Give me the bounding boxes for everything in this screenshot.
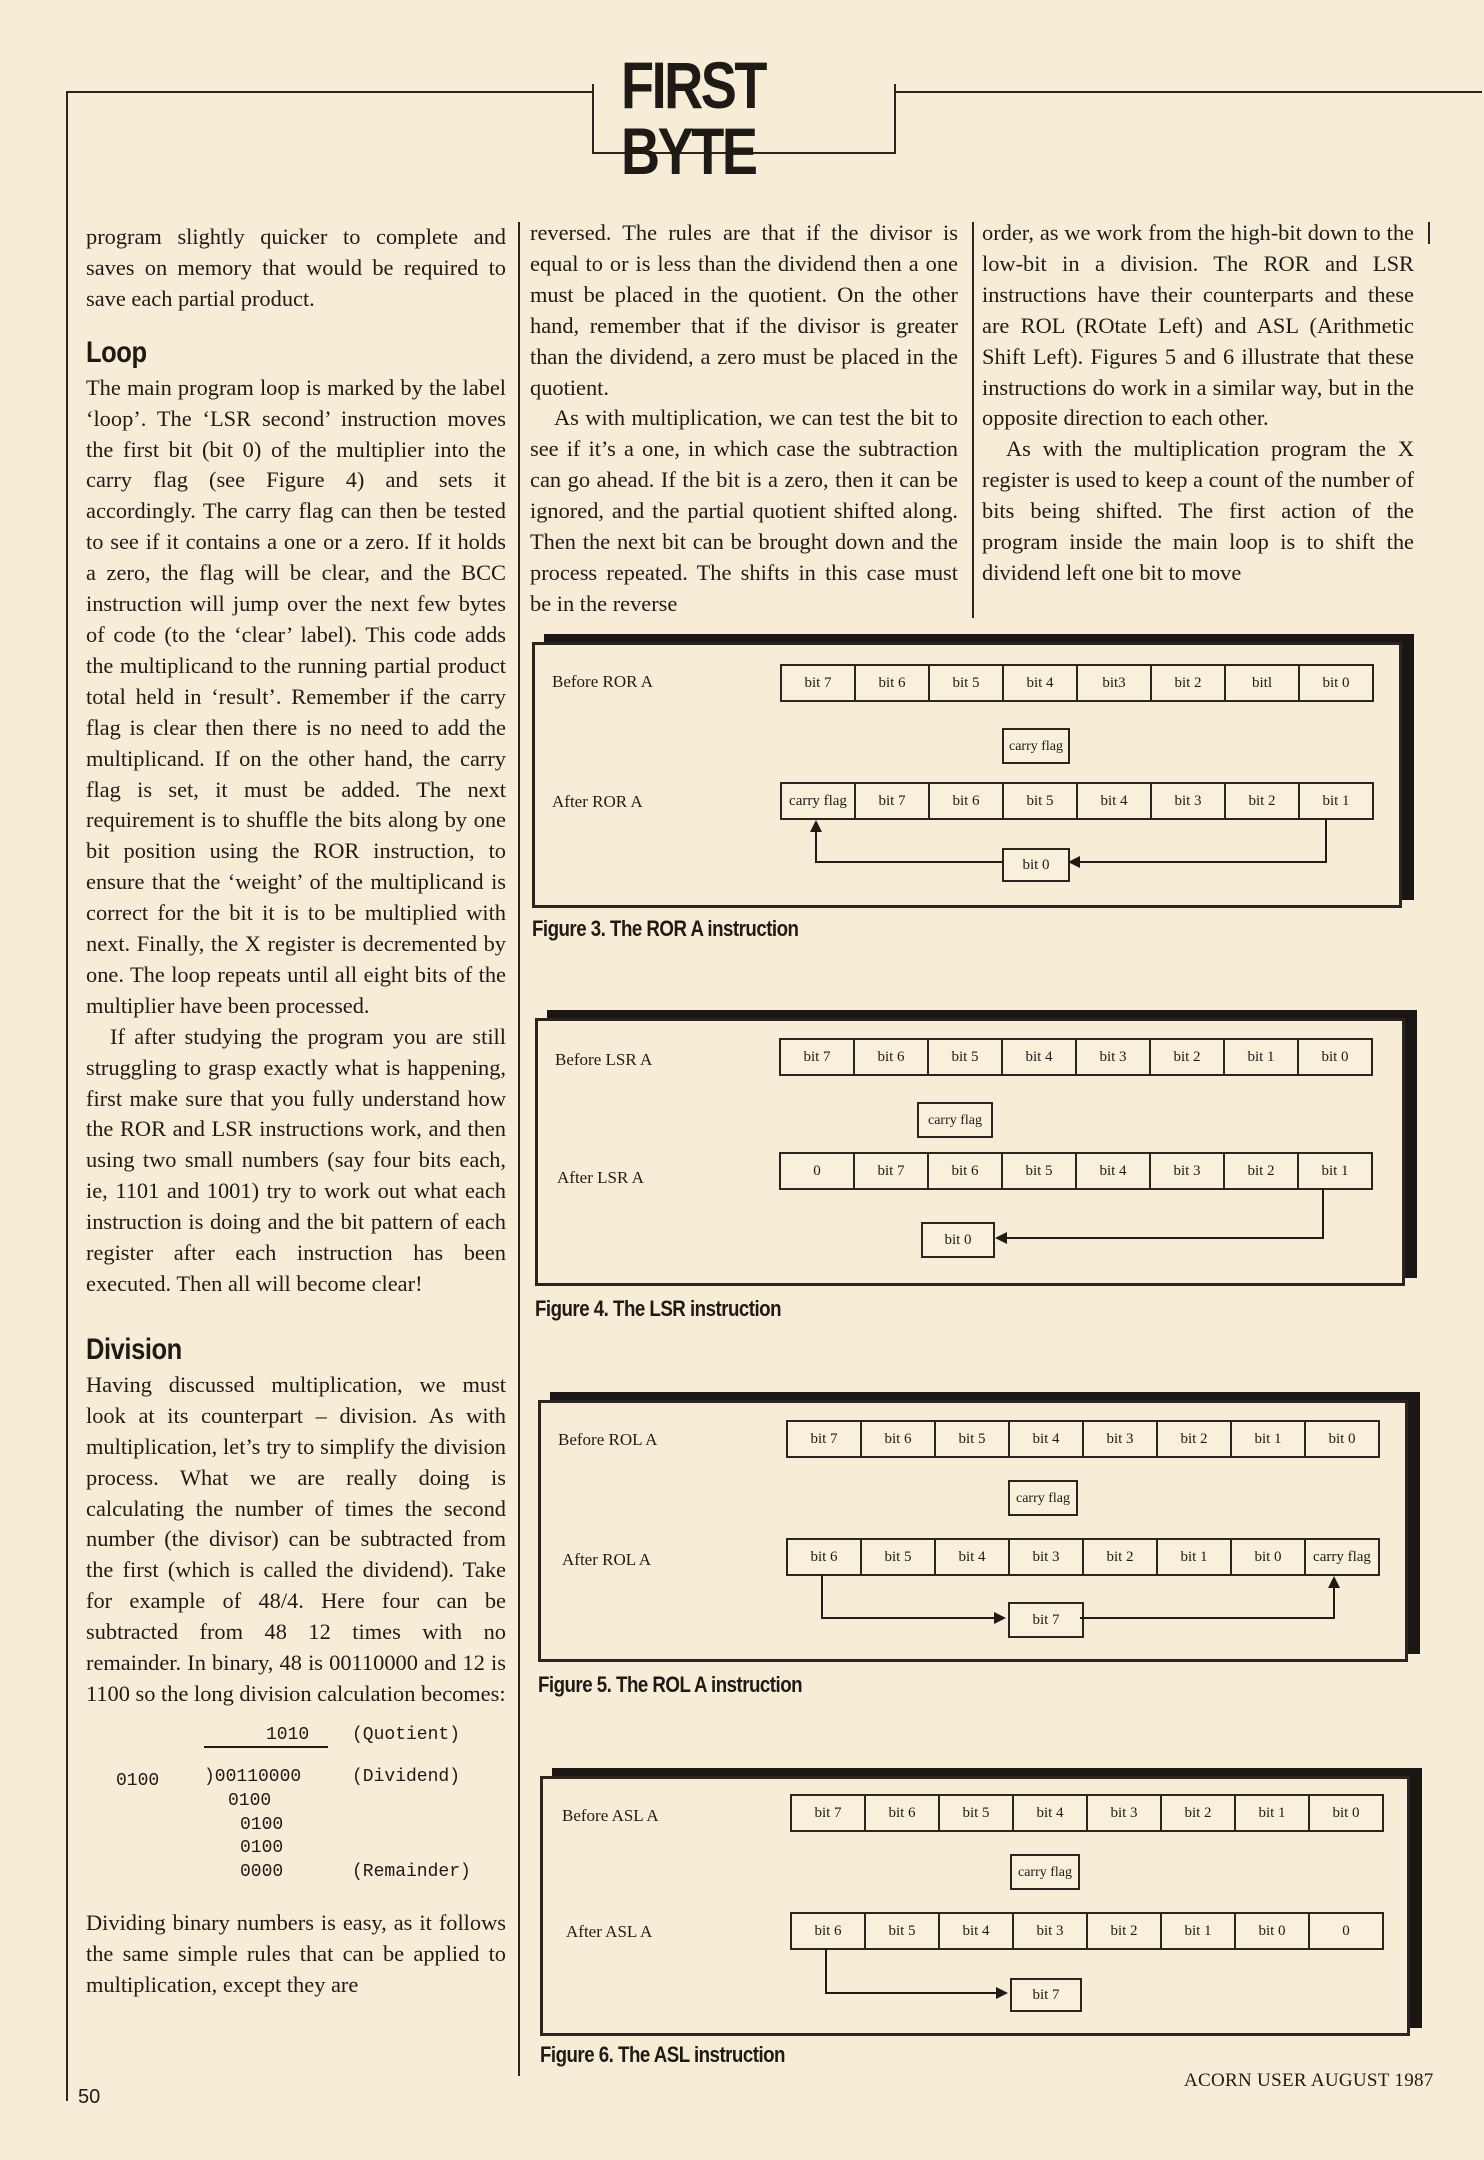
bit-cell: bit 7 xyxy=(788,1422,862,1456)
after-label: After LSR A xyxy=(557,1168,644,1187)
arrow-line xyxy=(1003,1188,1323,1238)
remainder: 0000 xyxy=(240,1861,284,1882)
bit-cell: bit 7 xyxy=(855,1154,929,1188)
bit-cell: bit 5 xyxy=(936,1422,1010,1456)
bit-cell: bit 6 xyxy=(855,1040,929,1074)
bit-cell: bit 2 xyxy=(1226,784,1300,818)
column-1 xyxy=(86,222,506,2001)
quotient-label: (Quotient) xyxy=(352,1724,461,1745)
arrow-line xyxy=(822,1574,998,1618)
bit-cell: bit 5 xyxy=(862,1540,936,1574)
bit-cell: bit 7 xyxy=(856,784,930,818)
bit-cell: bit 0 xyxy=(1300,666,1374,700)
bit-cell: carry flag xyxy=(1306,1540,1380,1574)
bit-cell: bit 3 xyxy=(1152,784,1226,818)
figure-caption: Figure 3. The ROR A instruction xyxy=(532,916,799,941)
bit-cell: bit 3 xyxy=(1151,1154,1225,1188)
bit-out: bit 7 xyxy=(1010,1978,1082,2012)
arrow-line xyxy=(826,1948,1000,1993)
bit-cell: bit 0 xyxy=(1232,1540,1306,1574)
carry-flag: carry flag xyxy=(1002,728,1070,764)
divisor: 0100 xyxy=(116,1770,160,1791)
flow-arrows xyxy=(532,642,1412,942)
left-rule xyxy=(66,91,68,2101)
before-label: Before ROR A xyxy=(552,672,654,691)
bit-cell: bit 3 xyxy=(1084,1422,1158,1456)
bit-cell: bit 5 xyxy=(929,1040,1003,1074)
step: 0100 xyxy=(228,1790,272,1811)
bit-cell: bit 5 xyxy=(940,1796,1014,1830)
paragraph: Having discussed multiplication, we must look at its counterpart – division. As with multiplication, let’s try to simplify the division process. What we are really doing is calculating the number of times the second number (the divisor) can be subtracted from the first (which is called the dividend). Take for example of 48/4. Here four can be subtracted from 48 12 times with no remainder. In binary, 48 is 00110000 and 12 is 1100 so the long division calculation becomes: xyxy=(86,1371,506,1706)
bit-cell: bit 6 xyxy=(856,666,930,700)
flow-arrows xyxy=(535,1018,1415,1318)
bit-cell: bit 1 xyxy=(1299,1154,1373,1188)
bit-cell: bit 1 xyxy=(1225,1040,1299,1074)
quotient: 1010 xyxy=(266,1724,310,1745)
flow-arrows xyxy=(540,1776,1420,2076)
figure-asl xyxy=(540,1776,1420,2076)
after-label: After ASL A xyxy=(566,1922,653,1941)
column-3 xyxy=(982,218,1414,589)
arrow-head xyxy=(1068,856,1080,868)
bit-cell: bit 3 xyxy=(1010,1540,1084,1574)
bit-cell: bit 5 xyxy=(1004,784,1078,818)
paragraph: As with the multiplication program the X register is used to keep a count of the number of bits being shifted. The first action of the program inside the main loop is to shift the dividend left one bit to move xyxy=(982,436,1414,585)
bit-cell: bit 5 xyxy=(930,666,1004,700)
bit-out: bit 7 xyxy=(1008,1602,1084,1638)
publication-footer: ACORN USER AUGUST 1987 xyxy=(1184,2070,1434,2091)
bit-cell: carry flag xyxy=(782,784,856,818)
bit-cell: bit 3 xyxy=(1077,1040,1151,1074)
step: 0100 xyxy=(240,1837,284,1858)
page-number: 50 xyxy=(78,2086,101,2108)
bit-cell: bit 6 xyxy=(792,1914,866,1948)
dividend: )00110000 xyxy=(204,1766,302,1787)
division-bar xyxy=(204,1746,328,1748)
after-label: After ROR A xyxy=(552,792,643,811)
heading-division: Division xyxy=(86,1332,182,1366)
bit-cell: bit 2 xyxy=(1084,1540,1158,1574)
figure-caption: Figure 6. The ASL instruction xyxy=(540,2042,785,2067)
bit-cell: bit 0 xyxy=(1299,1040,1373,1074)
paragraph: As with multiplication, we can test the bit to see if it’s a one, in which case the subtraction can go ahead. If the bit is a zero, then it can be ignored, and the partial quotient shifted along. Then the next bit can be brought down and the process repeated. The shifts in this case must be in the reverse xyxy=(530,405,958,616)
bit-cell: bit 6 xyxy=(929,1154,1003,1188)
bit-cell: bit 4 xyxy=(940,1914,1014,1948)
arrow-head xyxy=(1328,1576,1340,1588)
arrow-line xyxy=(1076,818,1326,862)
bit-out: bit 0 xyxy=(921,1222,995,1258)
bit-cell: bit 2 xyxy=(1151,1040,1225,1074)
bit-cell: 0 xyxy=(1310,1914,1384,1948)
step: 0100 xyxy=(240,1814,284,1835)
column-rule xyxy=(1428,222,1430,244)
before-label: Before ASL A xyxy=(562,1806,659,1825)
bit-cell: bit 0 xyxy=(1236,1914,1310,1948)
section-header xyxy=(592,48,896,188)
bit-out: bit 0 xyxy=(1002,848,1070,882)
column-rule xyxy=(972,222,974,618)
bit-cell: bit 7 xyxy=(792,1796,866,1830)
bit-cell: bit 7 xyxy=(781,1040,855,1074)
bit-cell: 0 xyxy=(781,1154,855,1188)
figure-rol xyxy=(538,1400,1418,1700)
paragraph: The main program loop is marked by the label ‘loop’. The ‘LSR second’ instruction moves the first bit (bit 0) of the multiplier into the carry flag (see Figure 4) and sets it accordingly. The carry flag can then be tested to see if it contains a one or a zero. If it holds a zero, the flag will be clear, and the BCC instruction will jump over the next few bytes of code (to the ‘clear’ label). This code adds the multiplicand to the running partial product total held in ‘result’. Remember if the carry flag is clear then there is no need to add the multiplicand. If on the other hand, the carry flag is set, it must be added. The next requirement is to shuffle the bits along by one bit position using the ROR instruction, to ensure that the ‘weight’ of the multiplicand is correct for the bit it is to be multiplied with next. Finally, the X register is decremented by one. The loop repeats until all eight bits of the multiplier have been processed. xyxy=(86,374,506,1018)
paragraph: reversed. The rules are that if the divisor is equal to or is less than the dividend then a one must be placed in the quotient. On the other hand, remember that if the divisor is greater than the dividend, a zero must be placed in the quotient. xyxy=(530,220,958,400)
before-label: Before LSR A xyxy=(555,1050,653,1069)
bit-cell: bit 5 xyxy=(1003,1154,1077,1188)
bit-cell: bit 3 xyxy=(1088,1796,1162,1830)
bit-cell: bit 2 xyxy=(1158,1422,1232,1456)
figure-lsr xyxy=(535,1018,1415,1321)
bit-cell: bit 6 xyxy=(862,1422,936,1456)
bit-cell: bit 4 xyxy=(1003,1040,1077,1074)
arrow-head xyxy=(995,1232,1007,1244)
column-2 xyxy=(530,218,958,620)
bit-cell: bit 1 xyxy=(1162,1914,1236,1948)
bit-cell: bit 6 xyxy=(788,1540,862,1574)
after-label: After ROL A xyxy=(562,1550,652,1569)
figure-caption: Figure 5. The ROL A instruction xyxy=(538,1672,803,1697)
bit-cell: bit 0 xyxy=(1306,1422,1380,1456)
bit-cell: bit 1 xyxy=(1158,1540,1232,1574)
section-title: FIRST BYTE xyxy=(621,48,766,188)
bit-cell: bitl xyxy=(1226,666,1300,700)
arrow-head xyxy=(810,820,822,832)
flow-arrows xyxy=(538,1400,1418,1700)
bit-cell: bit 1 xyxy=(1236,1796,1310,1830)
carry-flag: carry flag xyxy=(917,1102,993,1138)
bit-cell: bit 7 xyxy=(782,666,856,700)
arrow-line xyxy=(1080,1584,1334,1618)
arrow-head xyxy=(996,1987,1008,1999)
bit-cell: bit 4 xyxy=(1004,666,1078,700)
bit-cell: bit 4 xyxy=(1014,1796,1088,1830)
bit-cell: bit 2 xyxy=(1152,666,1226,700)
carry-flag: carry flag xyxy=(1008,1480,1078,1516)
bit-cell: bit 1 xyxy=(1300,784,1374,818)
long-division xyxy=(86,1716,506,1900)
remainder-label: (Remainder) xyxy=(352,1861,471,1882)
bit-cell: bit 4 xyxy=(936,1540,1010,1574)
arrow-line xyxy=(816,828,1002,862)
paragraph: program slightly quicker to complete and saves on memory that would be required to save each partial product. xyxy=(86,224,506,311)
bit-cell: bit 2 xyxy=(1225,1154,1299,1188)
paragraph: order, as we work from the high-bit down to the low-bit in a division. The ROR and LSR instructions have their counterparts and these are ROL (ROtate Left) and ASL (Arithmetic Shift Left). Figures 5 and 6 illustrate that these instructions do work in a similar way, but in the opposite direction to each other. xyxy=(982,220,1414,431)
bit-cell: bit 4 xyxy=(1010,1422,1084,1456)
figure-ror xyxy=(532,642,1412,942)
arrow-head xyxy=(994,1612,1006,1624)
bit-cell: bit 3 xyxy=(1014,1914,1088,1948)
bit-cell: bit 5 xyxy=(866,1914,940,1948)
dividend-label: (Dividend) xyxy=(352,1766,461,1787)
bit-cell: bit 1 xyxy=(1232,1422,1306,1456)
bit-cell: bit 4 xyxy=(1077,1154,1151,1188)
heading-loop: Loop xyxy=(86,335,147,369)
column-rule xyxy=(518,222,520,2076)
before-label: Before ROL A xyxy=(558,1430,658,1449)
bit-cell: bit 0 xyxy=(1310,1796,1384,1830)
bit-cell: bit 2 xyxy=(1088,1914,1162,1948)
paragraph: Dividing binary numbers is easy, as it follows the same simple rules that can be applied to multiplication, except they are xyxy=(86,1909,506,1997)
carry-flag: carry flag xyxy=(1010,1854,1080,1890)
bit-cell: bit 6 xyxy=(930,784,1004,818)
bit-cell: bit3 xyxy=(1078,666,1152,700)
bit-cell: bit 4 xyxy=(1078,784,1152,818)
paragraph: If after studying the program you are still struggling to grasp exactly what is happening, first make sure that you fully understand how the ROR and LSR instructions work, and then using two small numbers (say four bits each, ie, 1101 and 1001) try to work out what each instruction is doing and the bit pattern of each register after each instruction has been executed. Then all will become clear! xyxy=(86,1023,506,1296)
figure-caption: Figure 4. The LSR instruction xyxy=(535,1296,781,1321)
bit-cell: bit 2 xyxy=(1162,1796,1236,1830)
bit-cell: bit 6 xyxy=(866,1796,940,1830)
